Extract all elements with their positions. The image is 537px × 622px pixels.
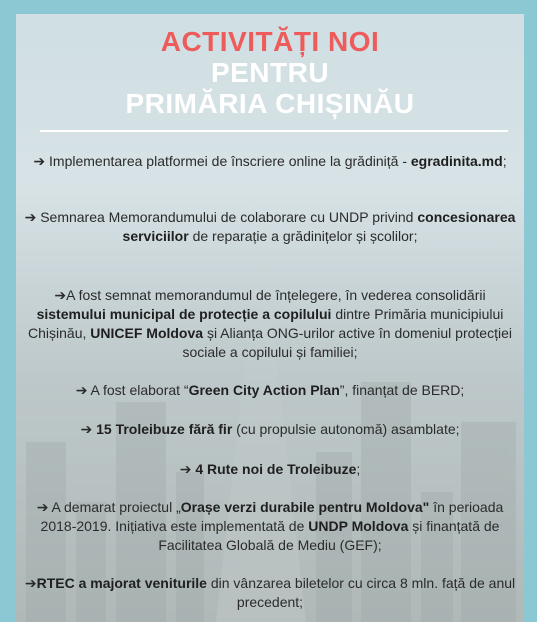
- title-line-3: PRIMĂRIA CHIȘINĂU: [125, 88, 415, 119]
- arrow-icon: ➔: [80, 421, 93, 437]
- arrow-icon: ➔: [54, 287, 67, 303]
- list-item: ➔ Semnarea Memorandumului de colaborare cu UNDP privind concesionarea serviciilor de reparație a grădinițelor și școlilor;: [24, 209, 516, 244]
- list-item: ➔RTEC a majorat veniturile din vânzarea biletelor cu circa 8 mln. față de anul precedent;: [24, 575, 516, 610]
- list-item: ➔A fost semnat memorandumul de înțelegere, în vederea consolidării sistemului municipal de protecție a copilului dintre Primăria municipiului Chișinău, UNICEF Moldova și Alianța ONG-urilor active în domeniul protecției sociale a copilului și familiei;: [28, 287, 512, 360]
- title-divider: [40, 130, 508, 132]
- list-item: ➔ A demarat proiectul „Orașe verzi durabile pentru Moldova" în perioada 2018-2019. Inițiativa este implementată de UNDP Moldova și finanțată de Facilitatea Globală de Mediu (GEF);: [36, 499, 504, 553]
- arrow-icon: ➔: [75, 382, 88, 398]
- list-item: ➔ 4 Rute noi de Troleibuze;: [179, 461, 361, 477]
- list-item: ➔ A fost elaborat “Green City Action Plan”, finanțat de BERD;: [75, 382, 465, 398]
- title-line-2: PENTRU: [210, 57, 330, 88]
- arrow-icon: ➔: [24, 209, 37, 225]
- list-item: ➔ 15 Troleibuze fără fir (cu propulsie autonomă) asamblate;: [80, 421, 460, 437]
- title-line-1: ACTIVITĂȚI NOI: [160, 26, 380, 57]
- infographic-card: [16, 14, 524, 622]
- list-item: ➔ Implementarea platformei de înscriere online la grădiniță - egradinita.md;: [33, 153, 507, 169]
- arrow-icon: ➔: [24, 575, 37, 591]
- arrow-icon: ➔: [33, 153, 46, 169]
- page-title: [16, 26, 524, 119]
- arrow-icon: ➔: [36, 499, 49, 515]
- arrow-icon: ➔: [179, 461, 192, 477]
